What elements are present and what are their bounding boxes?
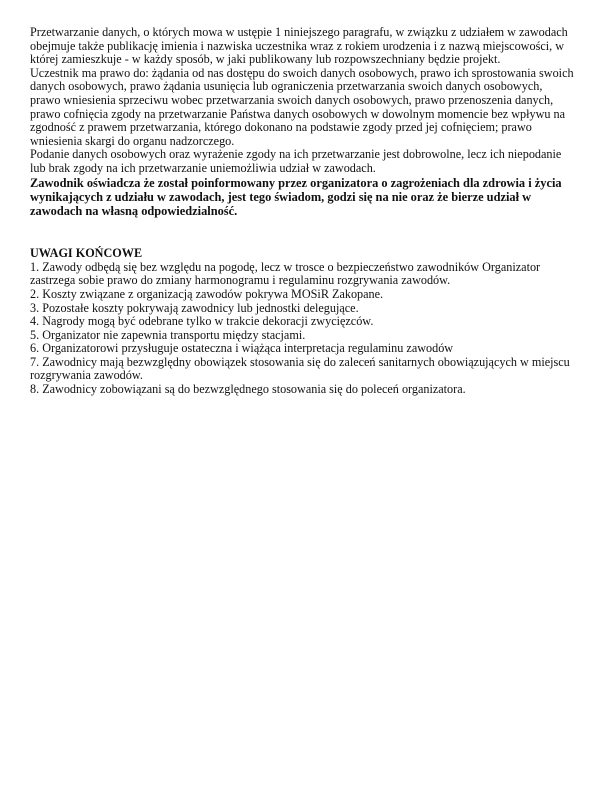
list-item: 1. Zawody odbędą się bez względu na pogodę, lecz w trosce o bezpieczeństwo zawodników Organizator zastrzega sobie prawo do zmiany harmonogramu i regulaminu rozgrywania zawodów. — [30, 259, 541, 288]
final-remarks-list — [30, 261, 575, 397]
final-remarks-heading: UWAGI KOŃCOWE — [30, 246, 143, 261]
list-item: 3. Pozostałe koszty pokrywają zawodnicy lub jednostki delegujące. — [30, 300, 359, 315]
list-item: 4. Nagrody mogą być odebrane tylko w trakcie dekoracji zwycięzców. — [30, 314, 374, 329]
privacy-section — [30, 26, 575, 218]
document-page — [30, 26, 575, 397]
list-item: 8. Zawodnicy zobowiązani są do bezwzględnego stosowania się do poleceń organizatora. — [30, 382, 466, 397]
risk-declaration-paragraph: Zawodnik oświadcza że został poinformowany przez organizatora o zagrożeniach dla zdrowia i życia wynikających z udziału w zawodach, jest tego świadom, godzi się na nie oraz że bierze udział w zawodach na własną odpowiedzialność. — [30, 175, 562, 218]
list-item: 5. Organizator nie zapewnia transportu między stacjami. — [30, 327, 306, 342]
privacy-paragraph-consent: Podanie danych osobowych oraz wyrażenie zgody na ich przetwarzanie jest dobrowolne, lecz ich niepodanie lub brak zgody na ich przetwarzanie uniemożliwia udział w zawodach. — [30, 147, 562, 175]
list-item: 6. Organizatorowi przysługuje ostateczna i wiążąca interpretacja regulaminu zawodów — [30, 341, 454, 356]
privacy-paragraph-publication: Przetwarzanie danych, o których mowa w ustępie 1 niniejszego paragrafu, w związku z udziałem w zawodach obejmuje także publikację imienia i nazwiska uczestnika wraz z rokiem urodzenia i z nazwą miejscowości, w której zamieszkuje - w każdy sposób, w jaki publikowany lub rozpowszechniany będzie projekt. — [30, 25, 568, 67]
final-remarks-section — [30, 247, 575, 397]
list-item: 2. Koszty związane z organizacją zawodów pokrywa MOSiR Zakopane. — [30, 286, 384, 301]
privacy-paragraph-rights: Uczestnik ma prawo do: żądania od nas dostępu do swoich danych osobowych, prawo ich sprostowania swoich danych osobowych, prawo żądania usunięcia lub ograniczenia przetwarzania swoich danych osobowych, prawo wniesienia sprzeciwu wobec przetwarzania swoich danych osobowych, prawo przenoszenia danych, prawo cofnięcia zgody na przetwarzanie Państwa danych osobowych w dowolnym momencie bez wpływu na zgodność z prawem przetwarzania, którego dokonano na podstawie zgody przed jej cofnięciem; prawo wniesienia skargi do organu nadzorczego. — [30, 65, 574, 148]
list-item: 7. Zawodnicy mają bezwzględny obowiązek stosowania się do zaleceń sanitarnych obowiązujących w miejscu rozgrywania zawodów. — [30, 354, 570, 383]
section-spacer — [30, 218, 575, 247]
